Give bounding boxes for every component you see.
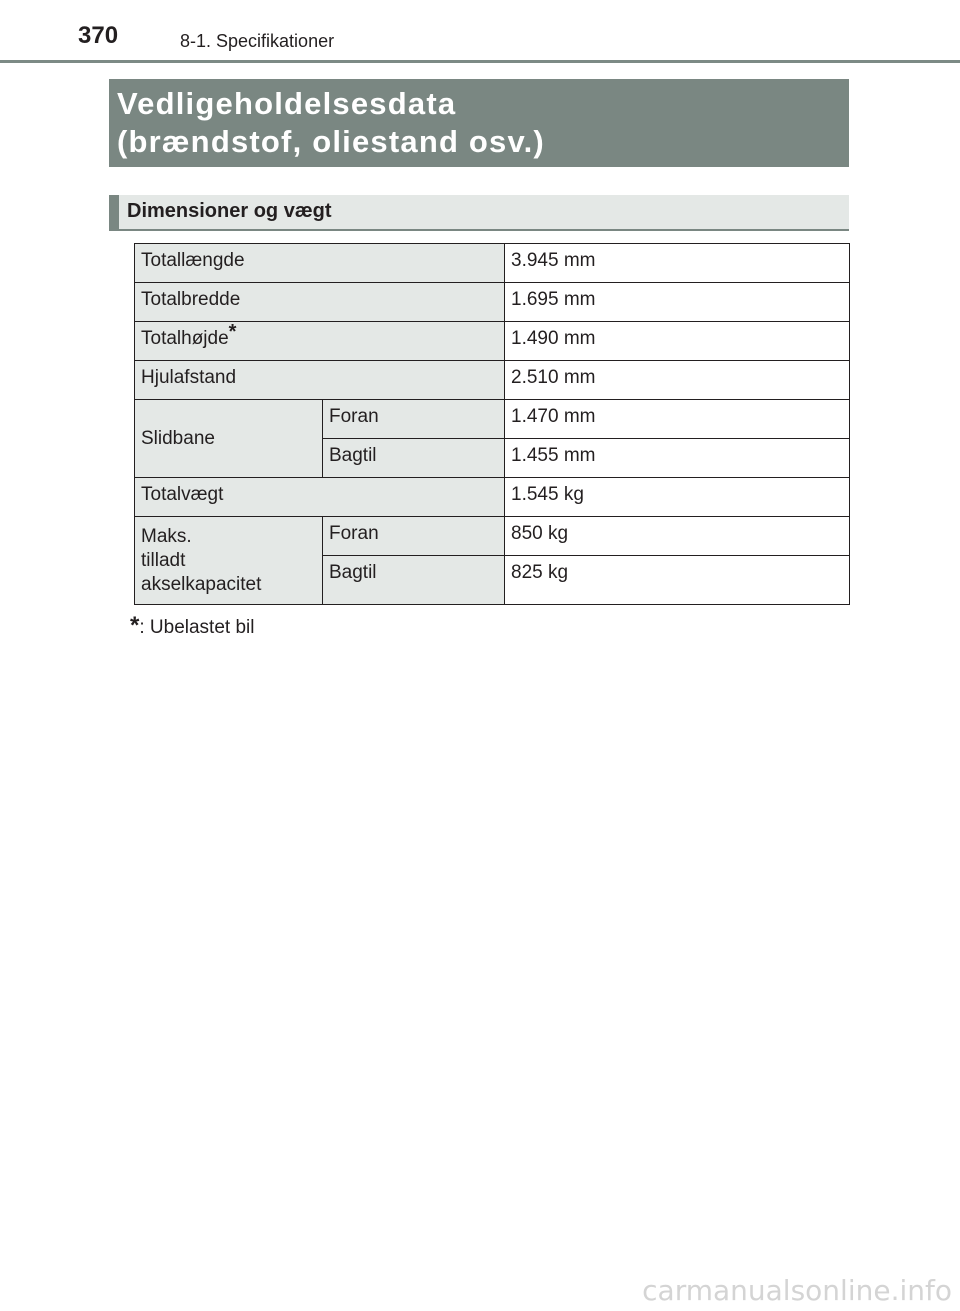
row-sublabel-tread-front: Foran [323,400,505,439]
row-label-total-weight: Totalvægt [135,478,505,517]
section-heading-text: Dimensioner og vægt [127,200,332,222]
page-number: 370 [78,22,119,49]
row-label-total-height [135,322,505,361]
row-label-total-length: Totallængde [135,244,505,283]
title-line-1: Vedligeholdelsesdata [117,86,457,121]
watermark: carmanualsonline.info [642,1274,952,1307]
row-label-axle-capacity [135,517,323,605]
total-height-label: Totalhøjde [141,328,229,349]
axle-label-line-3: akselkapacitet [141,573,262,595]
table-row [135,322,850,361]
table-row [135,517,850,556]
row-label-tread: Slidbane [135,400,323,478]
running-head: 8-1. Specifikationer [180,31,335,51]
footnote-text: : Ubelastet bil [139,617,255,638]
row-value-total-width: 1.695 mm [505,283,850,322]
row-sublabel-axle-front: Foran [323,517,505,556]
row-value-axle-front: 850 kg [505,517,850,556]
axle-label-line-1: Maks. [141,525,192,547]
row-value-tread-front: 1.470 mm [505,400,850,439]
row-label-wheelbase: Hjulafstand [135,361,505,400]
row-value-total-length: 3.945 mm [505,244,850,283]
row-value-wheelbase: 2.510 mm [505,361,850,400]
title-line-2: (brændstof, oliestand osv.) [117,124,545,159]
table-row [135,478,850,517]
dimensions-table [134,243,850,605]
row-sublabel-tread-rear: Bagtil [323,439,505,478]
footnote-marker: * [228,321,237,343]
title-banner [109,79,849,167]
row-value-total-height: 1.490 mm [505,322,850,361]
header-rule [0,60,960,63]
table-row [135,361,850,400]
row-value-tread-rear: 1.455 mm [505,439,850,478]
table-row [135,400,850,439]
row-value-total-weight: 1.545 kg [505,478,850,517]
table-row [135,283,850,322]
section-heading [109,195,849,231]
axle-label-line-2: tilladt [141,549,186,571]
row-label-total-width: Totalbredde [135,283,505,322]
table-row [135,244,850,283]
footnote-marker: * [130,612,140,639]
footnote [130,612,254,640]
row-sublabel-axle-rear: Bagtil [323,556,505,605]
row-value-axle-rear: 825 kg [505,556,850,605]
